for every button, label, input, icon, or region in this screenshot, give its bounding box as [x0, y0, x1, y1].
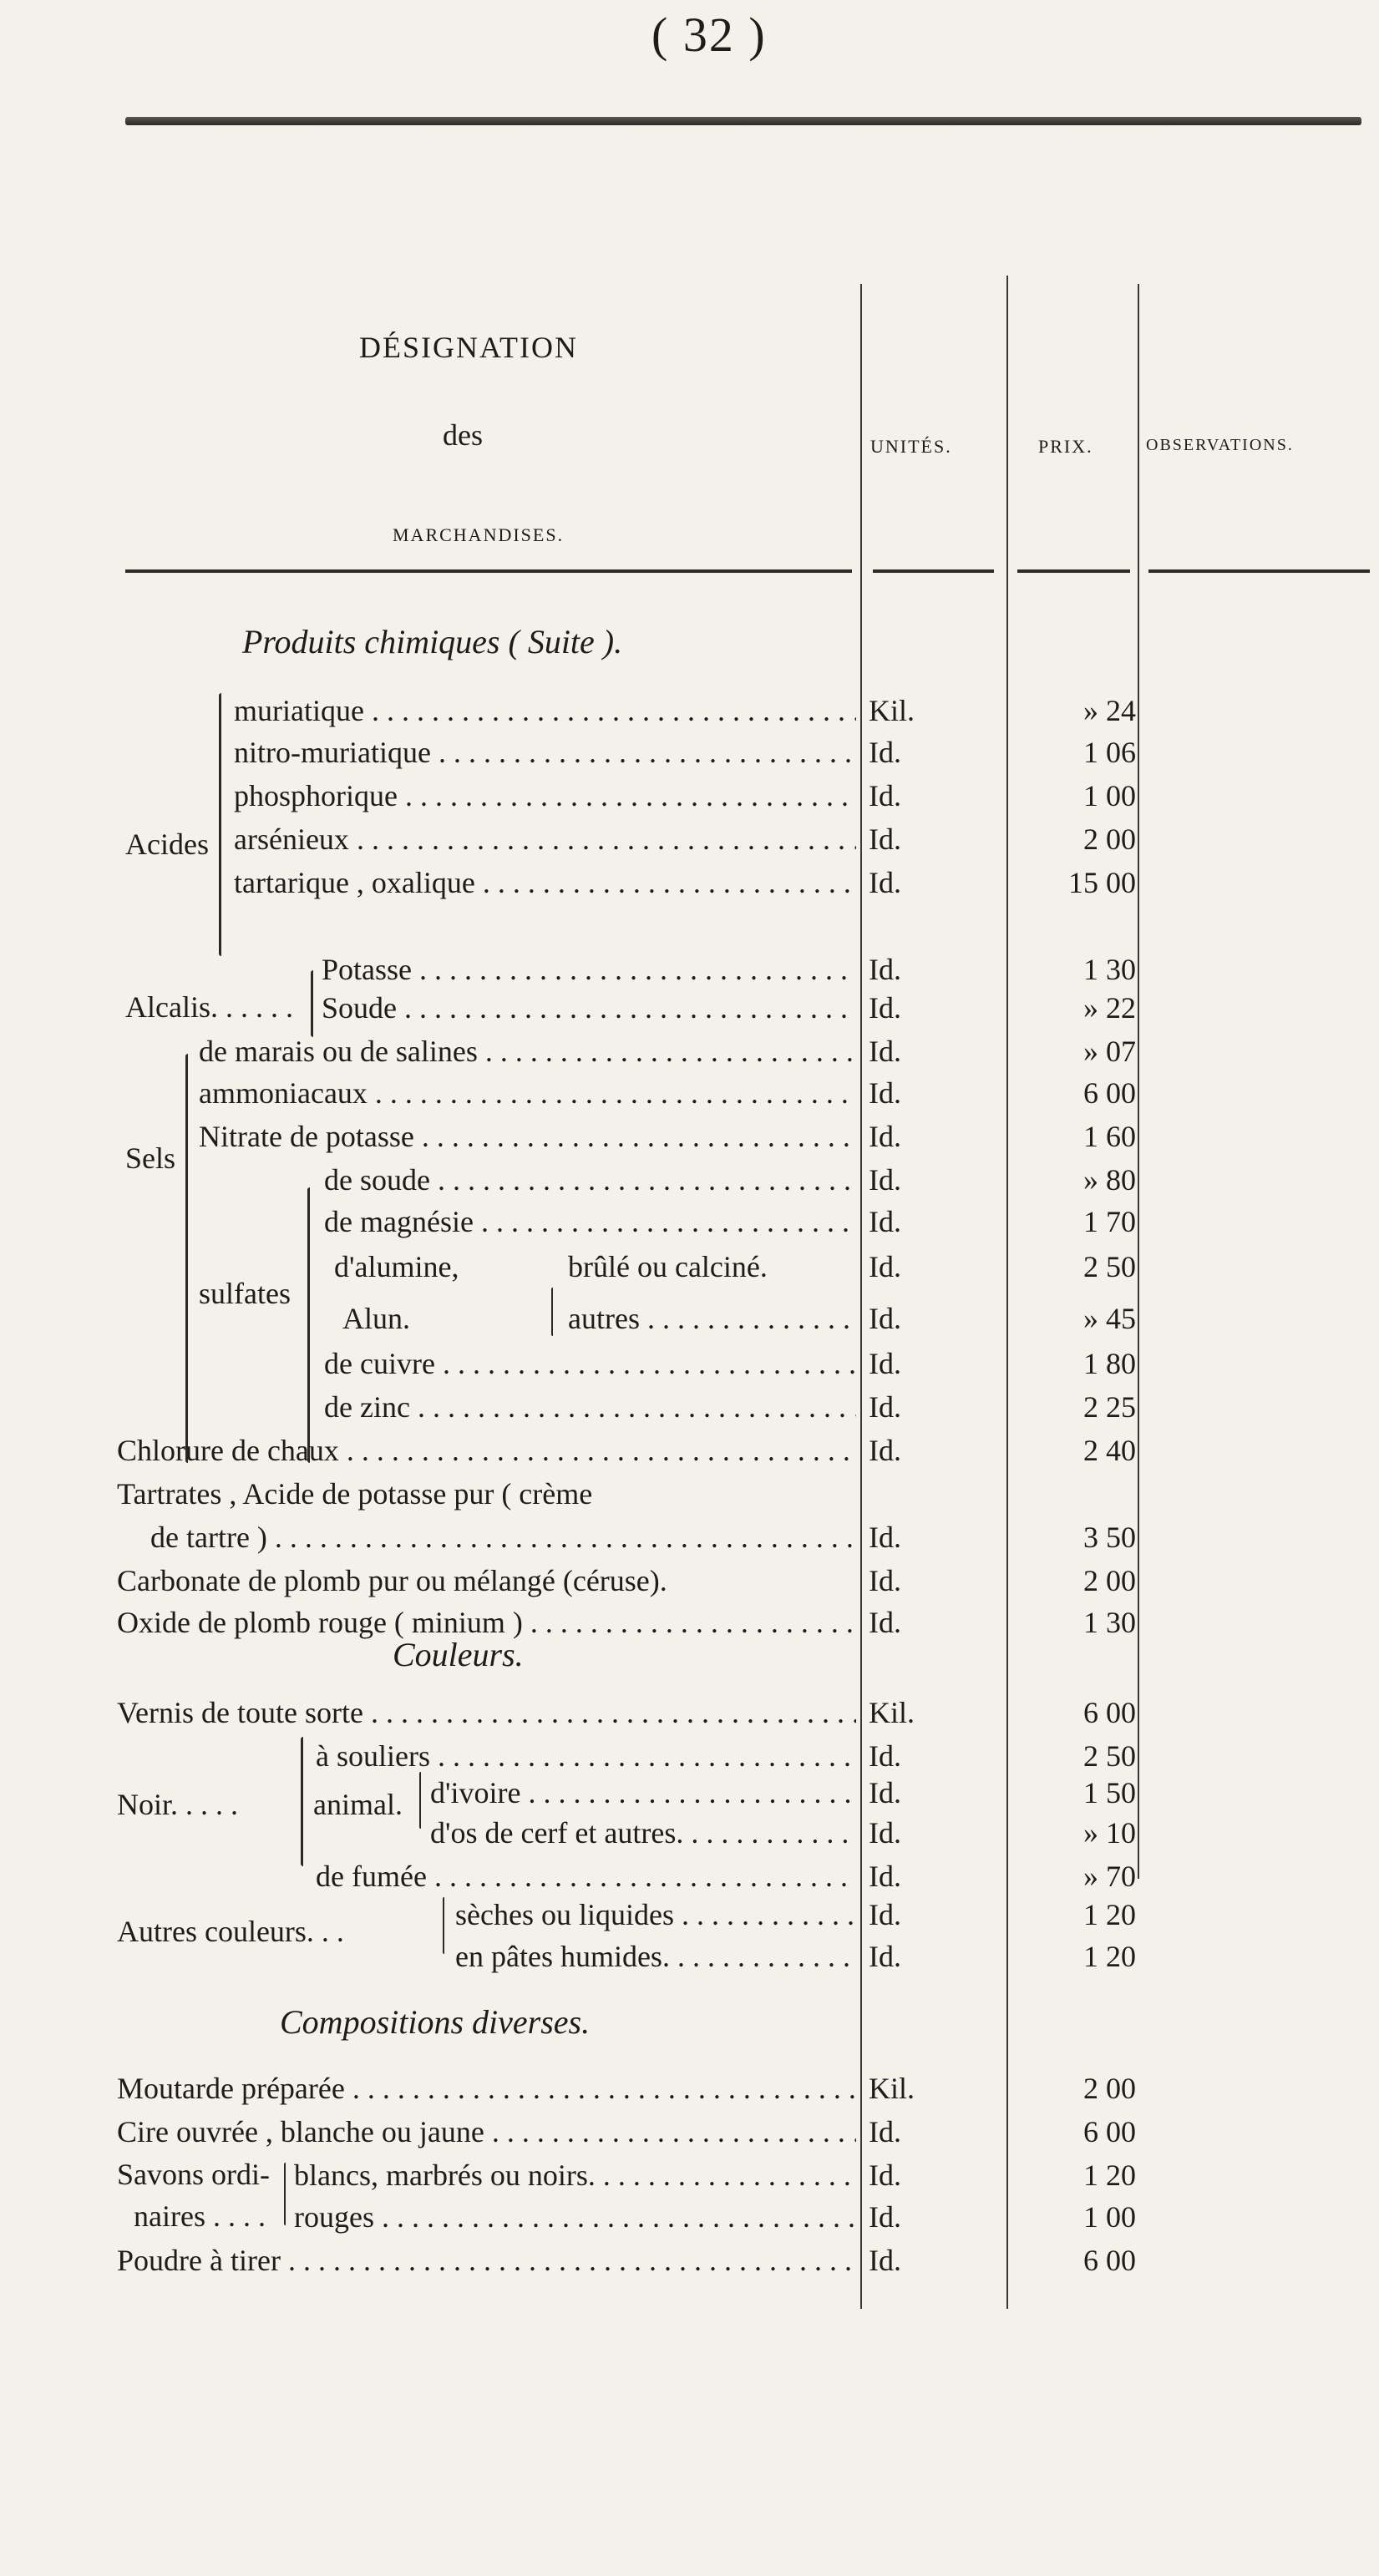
row-label: phosphorique . . .: [234, 778, 856, 813]
row-label: de fumée . . .: [316, 1859, 856, 1894]
header-underline: [1017, 569, 1130, 573]
row-price: » 45: [1083, 1302, 1136, 1335]
row-unit: Id.: [869, 2244, 901, 2277]
row-unit: Kil.: [869, 694, 915, 727]
row-label: de cuivre . . .: [324, 1346, 856, 1381]
brace: [219, 693, 221, 956]
row-unit: Id.: [869, 1606, 901, 1639]
row-unit: Id.: [869, 2158, 901, 2192]
row-label: Moutarde préparée . . .: [117, 2071, 856, 2106]
row-label: d'os de cerf et autres. . . . .: [430, 1815, 856, 1850]
row-price: 1 70: [1083, 1205, 1136, 1238]
column-rule: [1138, 284, 1139, 1879]
row-price: 1 20: [1083, 1898, 1136, 1931]
row-unit: Id.: [869, 1250, 901, 1283]
row-price: » 22: [1083, 991, 1136, 1025]
row-price: 6 00: [1083, 2115, 1136, 2148]
row-label: Tartrates , Acide de potasse pur ( crème: [117, 1477, 593, 1511]
row-label: Carbonate de plomb pur ou mélangé (céruse).: [117, 1564, 667, 1597]
header-observations: OBSERVATIONS.: [1146, 436, 1294, 454]
row-label: Oxide de plomb rouge ( minium ) . . .: [117, 1605, 856, 1640]
row-label-alun: Alun.: [342, 1302, 410, 1335]
row-label: à souliers . . .: [316, 1738, 856, 1774]
row-unit: Id.: [869, 1940, 901, 1973]
row-unit: Id.: [869, 953, 901, 986]
row-label: autres . . .: [568, 1301, 856, 1336]
column-rule: [860, 284, 862, 2309]
row-label: arsénieux . . .: [234, 822, 856, 857]
row-label: d'ivoire . . .: [430, 1775, 856, 1810]
brace: [551, 1288, 553, 1336]
row-label: Poudre à tirer . . .: [117, 2243, 856, 2278]
row-price: » 80: [1083, 1163, 1136, 1197]
row-price: 2 00: [1083, 2072, 1136, 2105]
row-unit: Id.: [869, 1739, 901, 1773]
section-title: Couleurs.: [393, 1636, 524, 1673]
row-unit: Id.: [869, 1302, 901, 1335]
row-price: 1 30: [1083, 1606, 1136, 1639]
row-unit: Id.: [869, 1120, 901, 1153]
row-price: 1 50: [1083, 1776, 1136, 1809]
row-price: » 10: [1083, 1816, 1136, 1850]
row-price: 1 00: [1083, 779, 1136, 812]
header-marchandises: MARCHANDISES.: [393, 524, 565, 545]
row-label: Soude . . .: [322, 990, 856, 1025]
row-unit: Id.: [869, 1163, 901, 1197]
row-unit: Id.: [869, 1076, 901, 1110]
row-price: 6 00: [1083, 2244, 1136, 2277]
row-unit: Id.: [869, 822, 901, 856]
row-price: 1 00: [1083, 2200, 1136, 2234]
group-label: Noir. . . . .: [117, 1788, 239, 1821]
row-label: ammoniacaux . . .: [199, 1075, 856, 1111]
row-price: 2 00: [1083, 822, 1136, 856]
row-label: de zinc . . .: [324, 1389, 856, 1425]
row-label: Cire ouvrée , blanche ou jaune . . .: [117, 2114, 856, 2149]
row-price: 6 00: [1083, 1076, 1136, 1110]
row-unit: Id.: [869, 1035, 901, 1068]
brace: [284, 2163, 286, 2225]
row-price: » 24: [1083, 694, 1136, 727]
row-price: 2 00: [1083, 1564, 1136, 1597]
row-unit: Id.: [869, 991, 901, 1025]
row-price: 1 80: [1083, 1347, 1136, 1380]
group-label: Savons ordi-: [117, 2158, 270, 2191]
row-price: 3 50: [1083, 1521, 1136, 1554]
brace: [307, 1187, 310, 1463]
row-unit: Id.: [869, 1816, 901, 1850]
row-label: en pâtes humides. . . . . . . .: [455, 1939, 856, 1974]
header-prix: PRIX.: [1038, 436, 1093, 457]
row-label: tartarique , oxalique . . .: [234, 865, 856, 900]
group-label: sulfates: [199, 1277, 291, 1310]
row-unit: Id.: [869, 1898, 901, 1931]
row-label: brûlé ou calciné.: [568, 1250, 768, 1283]
row-unit: Id.: [869, 1564, 901, 1597]
brace: [185, 1054, 188, 1463]
group-label: animal.: [313, 1788, 403, 1821]
row-price: 1 20: [1083, 1940, 1136, 1973]
row-price: 6 00: [1083, 1696, 1136, 1729]
row-label: Chlorure de chaux . . .: [117, 1433, 856, 1468]
row-unit: Id.: [869, 1860, 901, 1893]
brace: [301, 1737, 303, 1866]
row-unit: Id.: [869, 1776, 901, 1809]
row-price: 2 50: [1083, 1250, 1136, 1283]
row-label: de tartre ) . . .: [150, 1520, 856, 1555]
row-unit: Id.: [869, 866, 901, 899]
row-unit: Id.: [869, 779, 901, 812]
brace: [311, 970, 313, 1037]
row-label: de magnésie . . .: [324, 1204, 856, 1239]
group-label: Acides: [125, 827, 209, 861]
header-unites: UNITÉS.: [870, 436, 952, 457]
row-label: nitro-muriatique . . .: [234, 735, 856, 770]
row-unit: Id.: [869, 1205, 901, 1238]
row-unit: Kil.: [869, 1696, 915, 1729]
row-label: Potasse . . .: [322, 952, 856, 987]
row-label: muriatique . . .: [234, 693, 856, 728]
header-underline: [1148, 569, 1370, 573]
row-unit: Id.: [869, 1434, 901, 1467]
group-label: Autres couleurs. . .: [117, 1915, 344, 1948]
brace: [443, 1897, 444, 1954]
row-unit: Id.: [869, 1390, 901, 1424]
row-label: de soude . . .: [324, 1162, 856, 1197]
header-underline: [873, 569, 994, 573]
row-price: » 70: [1083, 1860, 1136, 1893]
row-label: de marais ou de salines . . .: [199, 1034, 856, 1069]
row-unit: Id.: [869, 1521, 901, 1554]
row-label: rouges . . .: [294, 2199, 856, 2234]
row-price: » 07: [1083, 1035, 1136, 1068]
row-price: 2 25: [1083, 1390, 1136, 1424]
row-price: 1 20: [1083, 2158, 1136, 2192]
row-unit: Kil.: [869, 2072, 915, 2105]
row-unit: Id.: [869, 1347, 901, 1380]
row-label: blancs, marbrés ou noirs. . . . . . .: [294, 2158, 856, 2193]
column-rule: [1006, 276, 1008, 2309]
row-price: 1 60: [1083, 1120, 1136, 1153]
group-label: Alcalis. . . . . .: [125, 990, 293, 1024]
brace: [419, 1772, 421, 1829]
page-number: ( 32 ): [651, 8, 767, 62]
header-designation: DÉSIGNATION: [359, 331, 578, 364]
row-unit: Id.: [869, 2115, 901, 2148]
group-label: Sels: [125, 1141, 176, 1175]
section-title: Compositions diverses.: [280, 2003, 591, 2041]
row-label: Nitrate de potasse . . .: [199, 1119, 856, 1154]
row-price: 2 40: [1083, 1434, 1136, 1467]
header-rule: [125, 117, 1361, 125]
row-label: Vernis de toute sorte . . .: [117, 1695, 856, 1730]
row-price: 1 30: [1083, 953, 1136, 986]
section-title: Produits chimiques ( Suite ).: [242, 623, 623, 660]
row-price: 2 50: [1083, 1739, 1136, 1773]
row-price: 15 00: [1068, 866, 1136, 899]
row-price: 1 06: [1083, 736, 1136, 769]
row-label: sèches ou liquides . . . . . . .: [455, 1897, 856, 1932]
header-des: des: [443, 418, 483, 452]
group-label: naires . . . .: [134, 2199, 266, 2233]
row-label: d'alumine,: [334, 1250, 459, 1283]
header-underline: [125, 569, 852, 573]
row-unit: Id.: [869, 736, 901, 769]
row-unit: Id.: [869, 2200, 901, 2234]
